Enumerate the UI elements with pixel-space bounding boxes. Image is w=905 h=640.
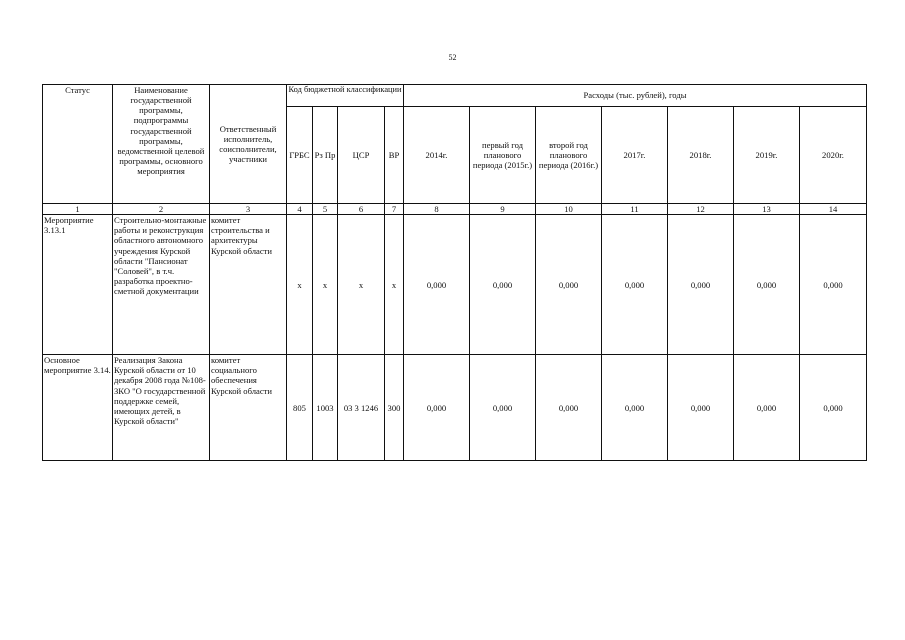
page-number: 52 xyxy=(448,53,457,62)
row-value-2015: 0,000 xyxy=(470,355,536,461)
header-csr: ЦСР xyxy=(338,107,385,204)
column-number: 9 xyxy=(470,204,536,215)
header-year-2020: 2020г. xyxy=(800,107,867,204)
header-grbs: ГРБС xyxy=(287,107,313,204)
column-number: 4 xyxy=(287,204,313,215)
row-value-2020: 0,000 xyxy=(800,215,867,355)
column-number: 5 xyxy=(313,204,338,215)
column-number: 6 xyxy=(338,204,385,215)
header-status: Статус xyxy=(43,85,113,204)
header-year-2017: 2017г. xyxy=(602,107,668,204)
row-value-2018: 0,000 xyxy=(668,215,734,355)
row-value-2014: 0,000 xyxy=(404,215,470,355)
row-status: Мероприятие 3.13.1 xyxy=(43,215,113,355)
row-value-2017: 0,000 xyxy=(602,355,668,461)
header-name: Наименование государственной программы, подпрограммы государственной программы, ведомственной целевой программы, основного мероприятия xyxy=(113,85,210,204)
column-number: 2 xyxy=(113,204,210,215)
row-value-2019: 0,000 xyxy=(734,355,800,461)
row-value-2016: 0,000 xyxy=(536,355,602,461)
header-year-2014: 2014г. xyxy=(404,107,470,204)
header-vr: ВР xyxy=(385,107,404,204)
row-csr: x xyxy=(338,215,385,355)
row-value-2019: 0,000 xyxy=(734,215,800,355)
row-value-2016: 0,000 xyxy=(536,215,602,355)
row-rzpr: x xyxy=(313,215,338,355)
header-expenses: Расходы (тыс. рублей), годы xyxy=(404,85,867,107)
table-row xyxy=(43,215,867,355)
table-row xyxy=(43,355,867,461)
column-number: 14 xyxy=(800,204,867,215)
row-executor: комитет строительства и архитектуры Курской области xyxy=(210,215,287,355)
column-number: 11 xyxy=(602,204,668,215)
row-status: Основное мероприятие 3.14. xyxy=(43,355,113,461)
column-number: 12 xyxy=(668,204,734,215)
row-value-2020: 0,000 xyxy=(800,355,867,461)
row-vr: x xyxy=(385,215,404,355)
column-number: 3 xyxy=(210,204,287,215)
header-year-2018: 2018г. xyxy=(668,107,734,204)
column-number: 1 xyxy=(43,204,113,215)
column-number: 8 xyxy=(404,204,470,215)
budget-table xyxy=(42,84,867,461)
row-name: Строительно-монтажные работы и реконструкция областного автономного учреждения Курской области "Пансионат "Соловей", в т.ч. разработка проектно-сметной документации xyxy=(113,215,210,355)
column-number-row xyxy=(43,204,867,215)
column-number: 10 xyxy=(536,204,602,215)
row-value-2015: 0,000 xyxy=(470,215,536,355)
row-name: Реализация Закона Курской области от 10 декабря 2008 года №108-ЗКО "О государственной поддержке семей, имеющих детей, в Курской области" xyxy=(113,355,210,461)
header-budget-code: Код бюджетной классификации xyxy=(287,85,404,107)
row-csr: 03 3 1246 xyxy=(338,355,385,461)
header-year-2015: первый год планового периода (2015г.) xyxy=(470,107,536,204)
row-rzpr: 1003 xyxy=(313,355,338,461)
row-value-2014: 0,000 xyxy=(404,355,470,461)
header-rzpr: Рз Пр xyxy=(313,107,338,204)
row-value-2017: 0,000 xyxy=(602,215,668,355)
row-grbs: 805 xyxy=(287,355,313,461)
column-number: 13 xyxy=(734,204,800,215)
header-year-2019: 2019г. xyxy=(734,107,800,204)
header-row-1 xyxy=(43,85,867,107)
row-executor: комитет социального обеспечения Курской области xyxy=(210,355,287,461)
row-grbs: x xyxy=(287,215,313,355)
header-executor: Ответственный исполнитель, соисполнители, участники xyxy=(210,85,287,204)
row-value-2018: 0,000 xyxy=(668,355,734,461)
row-vr: 300 xyxy=(385,355,404,461)
column-number: 7 xyxy=(385,204,404,215)
header-year-2016: второй год планового периода (2016г.) xyxy=(536,107,602,204)
